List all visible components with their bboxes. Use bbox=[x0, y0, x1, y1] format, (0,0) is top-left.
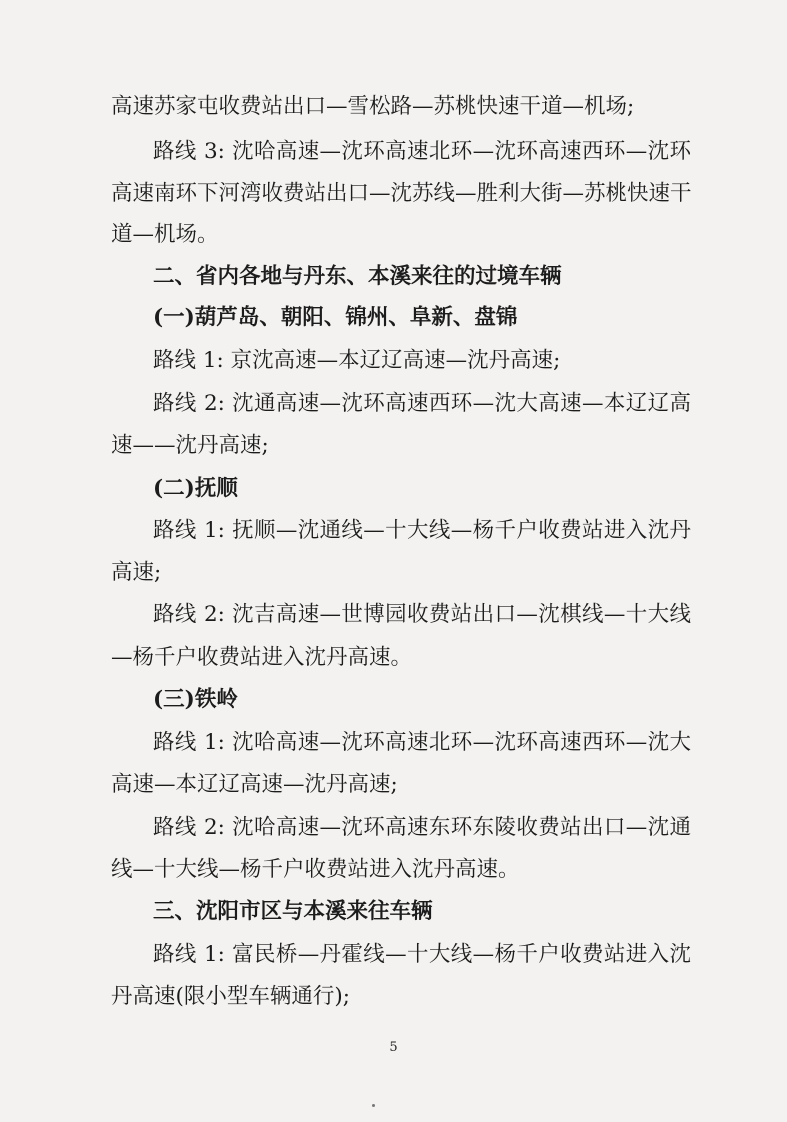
text-line: 丹高速(限小型车辆通行); bbox=[111, 984, 351, 1009]
text-line: 路线 2: 沈哈高速—沈环高速东环东陵收费站出口—沈通 bbox=[153, 815, 691, 840]
text-line: 路线 1: 富民桥—丹霍线—十大线—杨千户收费站进入沈 bbox=[153, 942, 691, 967]
text-line: 高速—本辽辽高速—沈丹高速; bbox=[111, 772, 398, 797]
text-line: 路线 1: 京沈高速—本辽辽高速—沈丹高速; bbox=[153, 348, 561, 373]
text-line: 路线 3: 沈哈高速—沈环高速北环—沈环高速西环—沈环 bbox=[153, 139, 691, 164]
text-line: 路线 2: 沈吉高速—世博园收费站出口—沈棋线—十大线 bbox=[153, 602, 691, 627]
text-line: 路线 2: 沈通高速—沈环高速西环—沈大高速—本辽辽高 bbox=[153, 391, 691, 416]
text-line: —杨千户收费站进入沈丹高速。 bbox=[111, 645, 413, 670]
page-number: 5 bbox=[389, 1040, 398, 1055]
text-line: 高速苏家屯收费站出口—雪松路—苏桃快速干道—机场; bbox=[111, 94, 635, 119]
text-line: 速——沈丹高速; bbox=[111, 433, 269, 458]
text-line: 路线 1: 抚顺—沈通线—十大线—杨千户收费站进入沈丹 bbox=[153, 518, 691, 543]
scan-speck bbox=[372, 1104, 375, 1107]
section-heading: 二、省内各地与丹东、本溪来往的过境车辆 bbox=[153, 264, 562, 289]
text-line: 道—机场。 bbox=[111, 222, 219, 247]
subsection-heading: (二)抚顺 bbox=[153, 476, 238, 501]
text-line: 高速; bbox=[111, 560, 162, 585]
subsection-heading: (三)铁岭 bbox=[153, 687, 238, 712]
section-heading: 三、沈阳市区与本溪来往车辆 bbox=[153, 899, 433, 924]
text-line: 高速南环下河湾收费站出口—沈苏线—胜利大街—苏桃快速干 bbox=[111, 181, 692, 206]
text-line: 线—十大线—杨千户收费站进入沈丹高速。 bbox=[111, 857, 520, 882]
text-line: 路线 1: 沈哈高速—沈环高速北环—沈环高速西环—沈大 bbox=[153, 730, 691, 755]
subsection-heading: (一)葫芦岛、朝阳、锦州、阜新、盘锦 bbox=[153, 305, 518, 330]
